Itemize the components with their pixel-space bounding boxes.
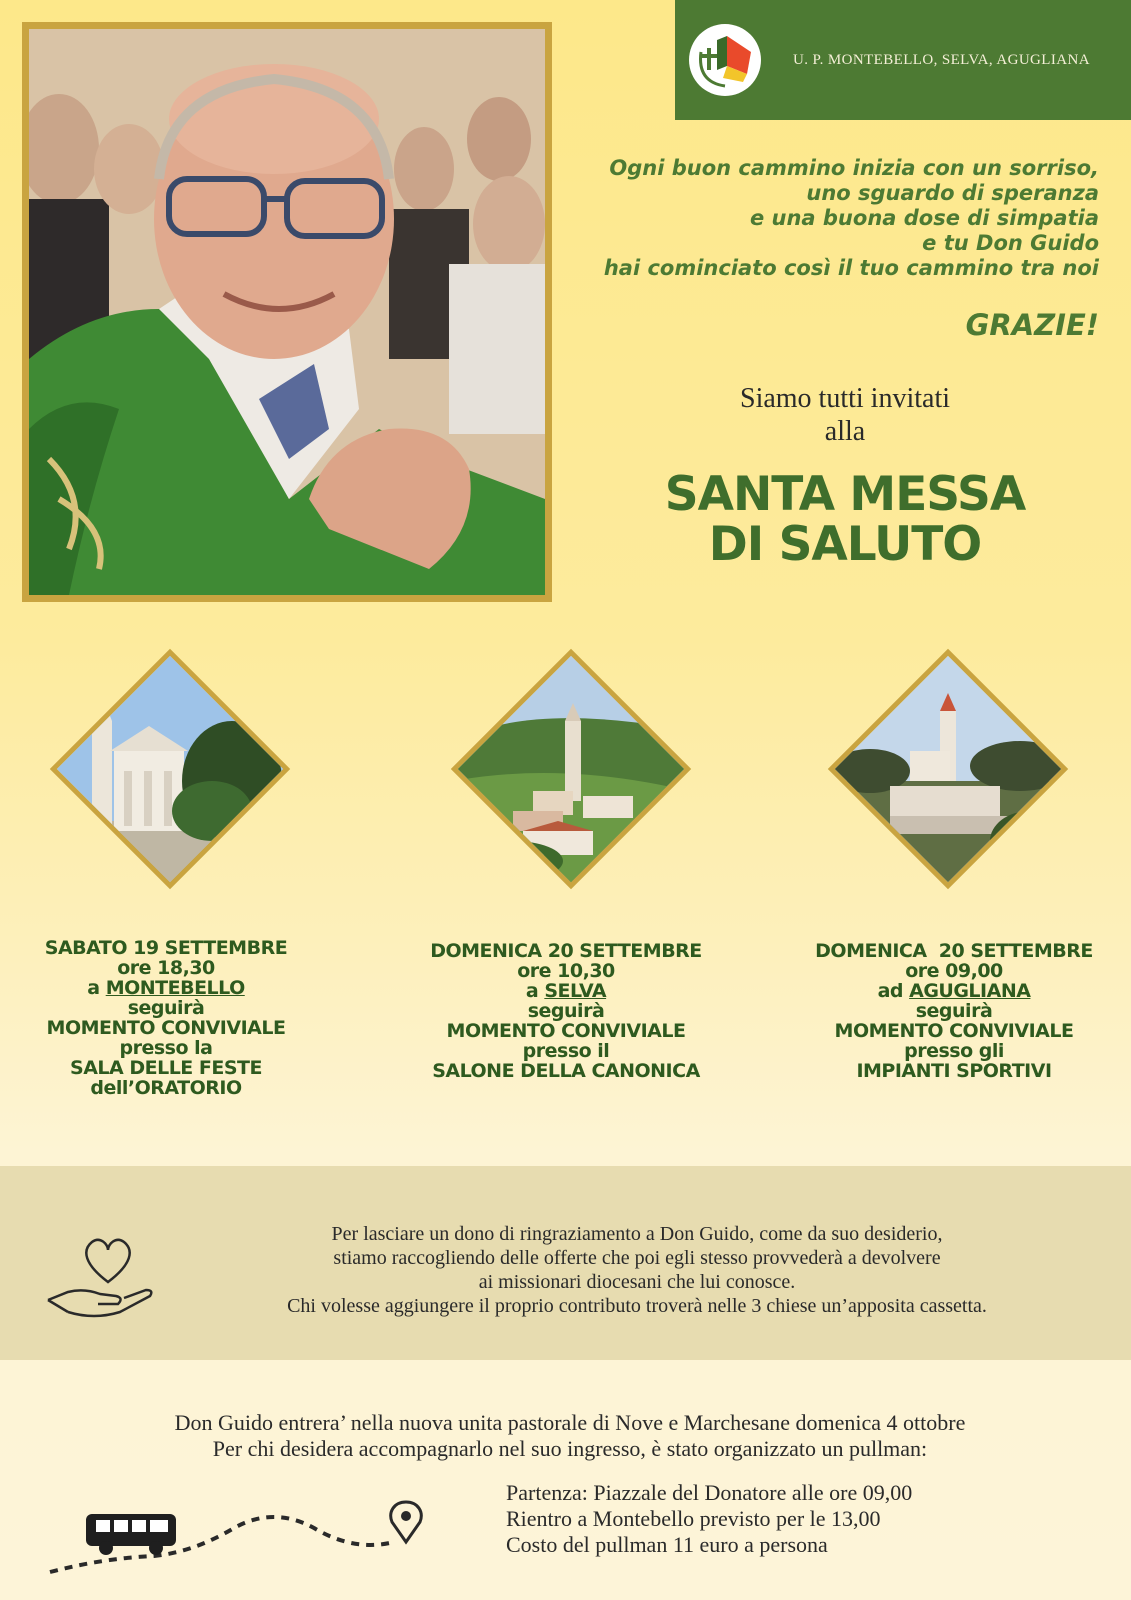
thanks-heading: GRAZIE! bbox=[965, 308, 1099, 342]
event-then: seguirà bbox=[527, 1000, 605, 1022]
event-venue: IMPIANTI SPORTIVI bbox=[856, 1060, 1052, 1082]
gift-line: Chi volesse aggiungere il proprio contributo troverà nelle 3 chiese un’apposita cassetta. bbox=[287, 1295, 987, 1317]
invite-line: Siamo tutti invitati bbox=[740, 383, 950, 414]
parish-unit-logo-icon bbox=[687, 22, 763, 98]
mass-title-line: DI SALUTO bbox=[708, 517, 982, 572]
event-venue: SALONE DELLA CANONICA bbox=[432, 1060, 700, 1082]
quote-line: e tu Don Guido bbox=[922, 231, 1099, 255]
event-venue: SALA DELLE FESTE bbox=[70, 1057, 262, 1079]
event-presso: presso la bbox=[119, 1037, 213, 1059]
heart-in-hand-icon bbox=[44, 1232, 156, 1324]
event-momento: MOMENTO CONVIVIALE bbox=[446, 1020, 686, 1042]
selva-village-photo bbox=[451, 649, 691, 889]
pullman-line: Don Guido entrera’ nella nuova unita pastorale di Nove e Marchesane domenica 4 ottobre bbox=[174, 1410, 966, 1435]
event-prep: a bbox=[87, 977, 100, 999]
event-montebello bbox=[16, 938, 316, 1098]
agugliana-village-photo bbox=[828, 649, 1068, 889]
event-place: MONTEBELLO bbox=[105, 977, 245, 999]
quote-text bbox=[539, 156, 1099, 281]
event-place-line bbox=[799, 981, 1109, 1001]
mass-title-line: SANTA MESSA bbox=[664, 467, 1026, 522]
event-prep: ad bbox=[877, 980, 903, 1002]
event-momento: MOMENTO CONVIVIALE bbox=[834, 1020, 1074, 1042]
priest-photo bbox=[22, 22, 552, 602]
event-date: DOMENICA 20 SETTEMBRE bbox=[815, 940, 1093, 962]
montebello-church-photo bbox=[50, 649, 290, 889]
event-presso: presso gli bbox=[904, 1040, 1004, 1062]
event-place-line bbox=[16, 978, 316, 998]
pullman-text bbox=[40, 1410, 1100, 1462]
gift-line: stiamo raccogliendo delle offerte che poi egli stesso provvederà a devolvere bbox=[333, 1247, 941, 1269]
pullman-departure: Partenza: Piazzale del Donatore alle ore 09,00 bbox=[506, 1480, 913, 1505]
event-venue-2: dell’ORATORIO bbox=[90, 1077, 242, 1099]
bus-route-icon bbox=[44, 1498, 434, 1578]
invite-line: alla bbox=[824, 416, 866, 447]
gift-line: ai missionari diocesani che lui conosce. bbox=[478, 1271, 796, 1293]
event-momento: MOMENTO CONVIVIALE bbox=[46, 1017, 286, 1039]
invite-text bbox=[675, 382, 1015, 448]
quote-line: Ogni buon cammino inizia con un sorriso, bbox=[609, 156, 1099, 180]
event-selva bbox=[416, 941, 716, 1081]
event-date: DOMENICA 20 SETTEMBRE bbox=[430, 940, 702, 962]
event-time: ore 10,30 bbox=[517, 960, 615, 982]
gift-line: Per lasciare un dono di ringraziamento a Don Guido, come da suo desiderio, bbox=[331, 1223, 943, 1245]
pullman-details bbox=[506, 1480, 912, 1558]
event-place: SELVA bbox=[544, 980, 607, 1002]
event-agugliana bbox=[799, 941, 1109, 1081]
event-then: seguirà bbox=[915, 1000, 993, 1022]
event-time: ore 18,30 bbox=[117, 957, 215, 979]
quote-line: hai cominciato così il tuo cammino tra noi bbox=[603, 256, 1099, 280]
event-time: ore 09,00 bbox=[905, 960, 1003, 982]
event-place-line bbox=[416, 981, 716, 1001]
pullman-line: Per chi desidera accompagnarlo nel suo ingresso, è stato organizzato un pullman: bbox=[212, 1436, 928, 1461]
pullman-cost: Costo del pullman 11 euro a persona bbox=[506, 1532, 828, 1557]
event-prep: a bbox=[525, 980, 539, 1002]
quote-line: uno sguardo di speranza bbox=[806, 181, 1099, 205]
header-band bbox=[675, 0, 1131, 120]
event-date: SABATO 19 SETTEMBRE bbox=[44, 937, 288, 959]
gift-text bbox=[162, 1222, 1112, 1318]
org-name: U. P. MONTEBELLO, SELVA, AGUGLIANA bbox=[793, 51, 1090, 68]
pullman-return: Rientro a Montebello previsto per le 13,00 bbox=[506, 1506, 881, 1531]
event-presso: presso il bbox=[522, 1040, 610, 1062]
mass-title bbox=[615, 467, 1075, 572]
event-place: AGUGLIANA bbox=[909, 980, 1031, 1002]
event-then: seguirà bbox=[127, 997, 205, 1019]
quote-line: e una buona dose di simpatia bbox=[749, 206, 1099, 230]
